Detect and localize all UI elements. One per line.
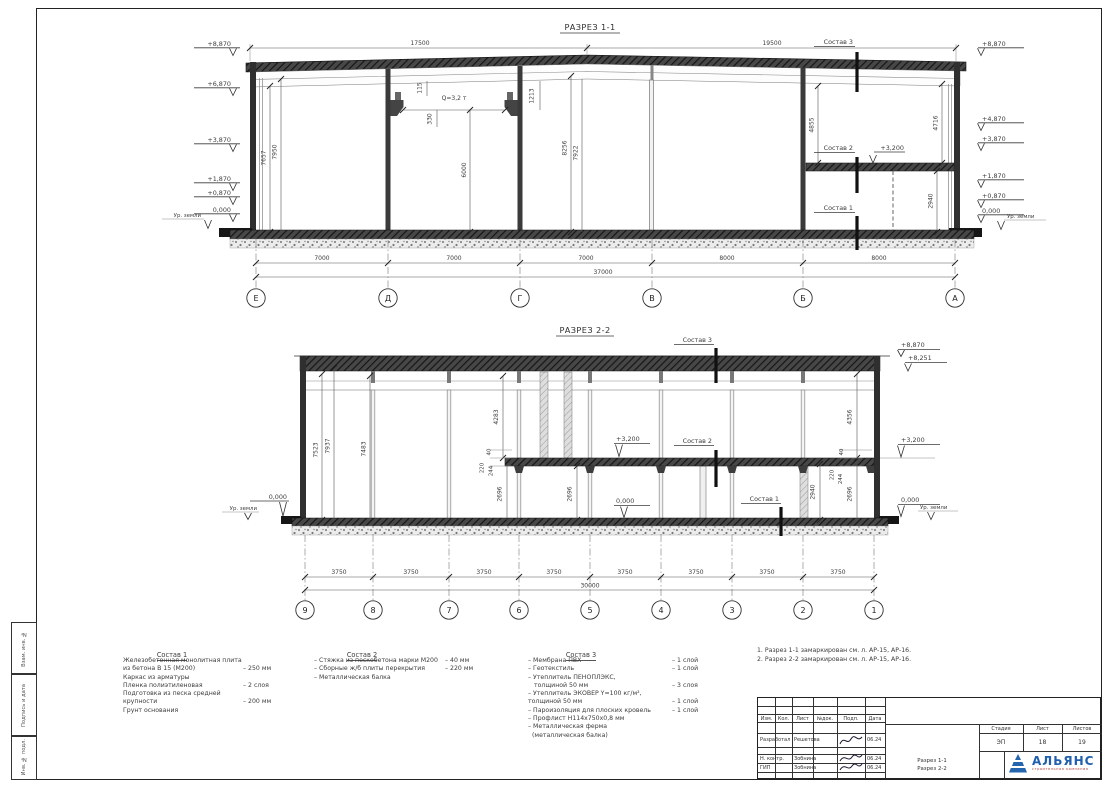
s2-elev-left (222, 493, 289, 520)
tb-date-gip: 06.24 (867, 764, 882, 771)
dim-3750: 3750 (331, 569, 347, 576)
dim-8000: 8000 (719, 255, 735, 262)
dim-1213: 1213 (528, 88, 536, 104)
elev-mark: +8,870 (207, 40, 231, 48)
tb-listov-header: Листов (1072, 725, 1092, 732)
ground-level-label: Ур. земли (1007, 214, 1035, 220)
frame-label-vzam: Взам. инв. № (21, 630, 27, 667)
elev-mark: +8,251 (908, 354, 932, 362)
tb-date-nkontr: 06.24 (867, 755, 882, 762)
s2-pier-upper-2 (564, 372, 572, 458)
s2-axis-bubbles (296, 601, 883, 619)
elev-mark: +8,870 (901, 341, 925, 349)
section-2-2 (222, 325, 958, 619)
s1-column-g (518, 66, 523, 232)
s2-mid-levels (614, 435, 650, 518)
tb-stage-value: ЭП (996, 739, 1006, 746)
legend-row: – Металлическая балка (314, 673, 391, 681)
dim-7000: 7000 (578, 255, 594, 262)
axis-bubble-9: 9 (302, 606, 308, 615)
elev-mark: 0,000 (212, 206, 231, 214)
legend-row: Грунт основания (123, 706, 179, 714)
axis-bubble-2: 2 (800, 606, 806, 615)
crane-capacity-label: Q=3,2 т (441, 95, 467, 102)
dim-8000: 8000 (871, 255, 887, 262)
sostav3-label: Состав 3 (823, 38, 853, 46)
logo-name: АЛЬЯНС (1032, 754, 1095, 768)
dim-2940: 2940 (809, 484, 817, 500)
ground-level-label: Ур. земли (229, 506, 257, 512)
sostav2-label: Состав 2 (823, 144, 853, 152)
dim-3750: 3750 (546, 569, 562, 576)
tb-col-ndok: №док. (816, 715, 834, 722)
dim-6000: 6000 (461, 162, 468, 178)
s1-column-d (386, 69, 391, 232)
dim-40: 40 (486, 448, 493, 456)
s2-bottom-dims (302, 535, 877, 601)
sostav1-label: Состав 1 (823, 204, 853, 212)
s2-columns (371, 372, 808, 520)
elev-mark: +4,870 (982, 115, 1006, 123)
s1-mezzanine-slab (806, 163, 954, 171)
dim-115: 115 (416, 82, 424, 94)
legend-row: Каркас из арматуры (123, 673, 190, 681)
tb-list-header: Лист (1036, 725, 1049, 732)
dim-3750: 3750 (830, 569, 846, 576)
legend-row: (металлическая балка) (532, 731, 608, 739)
s2-elev-right (880, 341, 958, 520)
company-logo (1008, 754, 1100, 773)
title-block (757, 697, 1101, 779)
elev-mark: 0,000 (268, 493, 287, 501)
elev-mark: +3,870 (982, 135, 1006, 143)
dim-4855: 4855 (808, 117, 816, 133)
tb-date-razrabotal: 06.24 (867, 737, 882, 743)
doc-title-line-2: Разрез 2-2 (917, 766, 947, 772)
legend-row: – Стяжка из пескобетона марки М200 – 40 мм (314, 657, 470, 664)
frame-label-inv: Инв. № подл. (21, 739, 27, 776)
tb-role-nkontr: Н. контр. (760, 755, 784, 762)
tb-col-podp: Подп. (843, 715, 859, 722)
legend-row: толщиной 50 мм – 3 слоя (534, 681, 698, 689)
axis-bubble-1: 1 (871, 606, 877, 615)
legend-sostav-1 (123, 657, 303, 715)
sostav3-label: Состав 3 (682, 336, 712, 344)
dim-330: 330 (426, 113, 434, 125)
legend-sostav-3-title: Состав 3 (565, 651, 597, 659)
signature-razrabotal (838, 734, 864, 747)
s1-column-b (801, 68, 806, 232)
s2-partition-lower (700, 466, 706, 520)
ground-level-label: Ур. земли (920, 505, 948, 511)
dim-37000: 37000 (593, 269, 613, 276)
s1-wall-right (954, 62, 960, 232)
axis-bubble-7: 7 (446, 606, 452, 615)
axis-bubble-a: А (952, 294, 958, 303)
elev-mark: +3,200 (901, 436, 925, 444)
elev-mark: +1,870 (982, 172, 1006, 180)
dim-7000: 7000 (314, 255, 330, 262)
s1-ground-slab (230, 230, 974, 239)
dim-244: 244 (488, 465, 495, 477)
axis-bubble-g: Г (517, 294, 523, 303)
legend-row: – Утеплитель ПЕНОПЛЭКС, (528, 673, 616, 681)
legend-row: Пленка полиэтиленовая – 2 слоя (123, 681, 269, 689)
dim-7000: 7000 (446, 255, 462, 262)
legend-row: – Профлист Н114х750х0,8 мм (528, 715, 625, 723)
legend-row: крупности – 200 мм (123, 698, 272, 706)
s1-column-v (650, 80, 654, 232)
tb-name-razrabotal: Решетова (794, 737, 820, 743)
dim-4716: 4716 (932, 115, 940, 131)
s2-roof-slab (300, 356, 880, 371)
legend-row: из бетона В 15 (М200) – 250 мм (123, 665, 272, 673)
signature-gip (838, 762, 864, 773)
level-3200-label: +3,200 (880, 144, 904, 152)
dim-3750: 3750 (617, 569, 633, 576)
level-0-label: 0,000 (616, 497, 635, 505)
dim-244: 244 (838, 473, 844, 485)
dim-7950: 7950 (271, 144, 279, 160)
elev-mark: 0,000 (901, 496, 920, 504)
s1-elev-right (978, 40, 1047, 230)
note-1: 1. Разрез 1-1 замаркирован см. л. АР-15, АР-16. (757, 647, 912, 654)
s2-ground-gravel (292, 526, 888, 535)
elev-mark: 0,000 (982, 207, 1001, 215)
note-2: 2. Разрез 2-2 замаркирован см. л. АР-15, АР-16. (757, 656, 912, 663)
s2-pier-lower (800, 466, 808, 520)
tb-list-value: 18 (1038, 739, 1047, 746)
level-3200-label: +3,200 (616, 435, 640, 443)
s2-vertical-dims (313, 365, 873, 523)
legend-row: – Металлическая ферма (528, 723, 608, 731)
elev-mark: +0,870 (982, 192, 1006, 200)
axis-bubble-4: 4 (658, 606, 664, 615)
legend-row: – Пароизоляция для плоских кровель – 1 слой (528, 706, 699, 714)
dim-8256: 8256 (561, 140, 569, 156)
axis-bubble-8: 8 (370, 606, 376, 615)
legend-row: Подготовка из песка средней (123, 690, 221, 698)
dim-4283: 4283 (493, 409, 500, 425)
dim-3750: 3750 (476, 569, 492, 576)
s1-level-3200 (870, 144, 906, 163)
tb-name-gip: Зобнина (794, 764, 817, 771)
axis-bubble-b: Б (800, 294, 806, 303)
dim-30000: 30000 (580, 582, 600, 590)
legend-row: – Сборные ж/б плиты перекрытия – 220 мм (314, 665, 474, 673)
legend-sostav-1-title: Состав 1 (156, 651, 188, 659)
s2-wall-right (874, 356, 880, 520)
axis-bubble-3: 3 (729, 606, 735, 615)
sostav1-label: Состав 1 (749, 495, 779, 503)
dim-7523: 7523 (312, 442, 320, 458)
dim-220: 220 (479, 462, 486, 474)
frame-label-podpis: Подпись и дата (21, 683, 27, 727)
axis-bubble-v: В (649, 294, 655, 303)
legend-row: – Геотекстиль – 1 слой (528, 665, 699, 673)
sostav2-label: Состав 2 (682, 437, 712, 445)
tb-doc-title (885, 757, 979, 773)
dim-17500: 17500 (410, 40, 430, 47)
logo-subtitle: строительная компания (1032, 767, 1089, 771)
section-2-2-title: РАЗРЕЗ 2-2 (559, 325, 611, 335)
dim-3750: 3750 (403, 569, 419, 576)
elev-mark: +8,870 (982, 40, 1006, 48)
axis-bubble-5: 5 (587, 606, 593, 615)
elev-mark: +3,870 (207, 136, 231, 144)
dim-7922: 7922 (572, 145, 580, 161)
legend-sostav-2-title: Состав 2 (346, 651, 378, 659)
elev-mark: +1,870 (207, 175, 231, 183)
elev-mark: +6,870 (207, 80, 231, 88)
dim-3750: 3750 (688, 569, 704, 576)
tb-stage-header: Стадия (991, 725, 1011, 732)
s2-pier-upper-1 (540, 372, 548, 458)
dim-7657: 7657 (260, 150, 268, 166)
dim-3750: 3750 (759, 569, 775, 576)
dim-220: 220 (829, 469, 836, 481)
dim-7483: 7483 (360, 441, 368, 457)
axis-bubble-6: 6 (516, 606, 522, 615)
tb-role-razrabotal: Разработал (760, 737, 791, 743)
dim-2696: 2696 (496, 486, 504, 502)
logo-pyramid-icon (1008, 754, 1028, 773)
ground-level-label: Ур. земли (173, 213, 201, 219)
dim-40: 40 (839, 448, 845, 456)
dim-2696: 2696 (846, 486, 854, 502)
axis-bubble-e: Е (253, 294, 259, 303)
tb-listov-value: 19 (1078, 739, 1086, 746)
dim-7937: 7937 (324, 438, 332, 454)
tb-col-izm: Изм. (760, 715, 773, 722)
s1-axis-bubbles (247, 289, 964, 307)
s2-ground-slab (292, 518, 888, 526)
doc-title-line-1: Разрез 1-1 (917, 758, 947, 764)
s2-wall-left (300, 356, 306, 520)
legend-row: – Утеплитель ЭКОВЕР Y=100 кг/м², (528, 690, 642, 698)
section-1-1 (162, 22, 1046, 307)
legend-row: Железобетонная монолитная плита (123, 657, 242, 664)
s1-elev-left (162, 40, 240, 229)
tb-col-kol: Кол. (777, 715, 790, 722)
legend-sostav-2 (314, 657, 505, 682)
s1-ground-gravel (230, 239, 974, 248)
legend-row: – Мембрана ПВХ – 1 слой (528, 657, 699, 664)
axis-bubble-d: Д (384, 294, 392, 303)
elev-mark: +0,870 (207, 189, 231, 197)
dim-2696: 2696 (566, 486, 574, 502)
tb-role-gip: ГИП (760, 764, 771, 771)
tb-name-nkontr: Зобнина (794, 755, 817, 762)
notes (757, 646, 911, 664)
dim-19500: 19500 (762, 40, 782, 47)
tb-col-list: Лист (796, 715, 809, 722)
dim-4356: 4356 (846, 409, 854, 425)
s1-wall-left (250, 62, 256, 232)
dim-2940: 2940 (927, 193, 935, 209)
tb-col-data: Дата (868, 715, 882, 722)
legend-sostav-3 (528, 657, 732, 740)
legend-row: толщиной 50 мм – 1 слой (528, 698, 699, 706)
section-1-1-title: РАЗРЕЗ 1-1 (564, 22, 616, 32)
